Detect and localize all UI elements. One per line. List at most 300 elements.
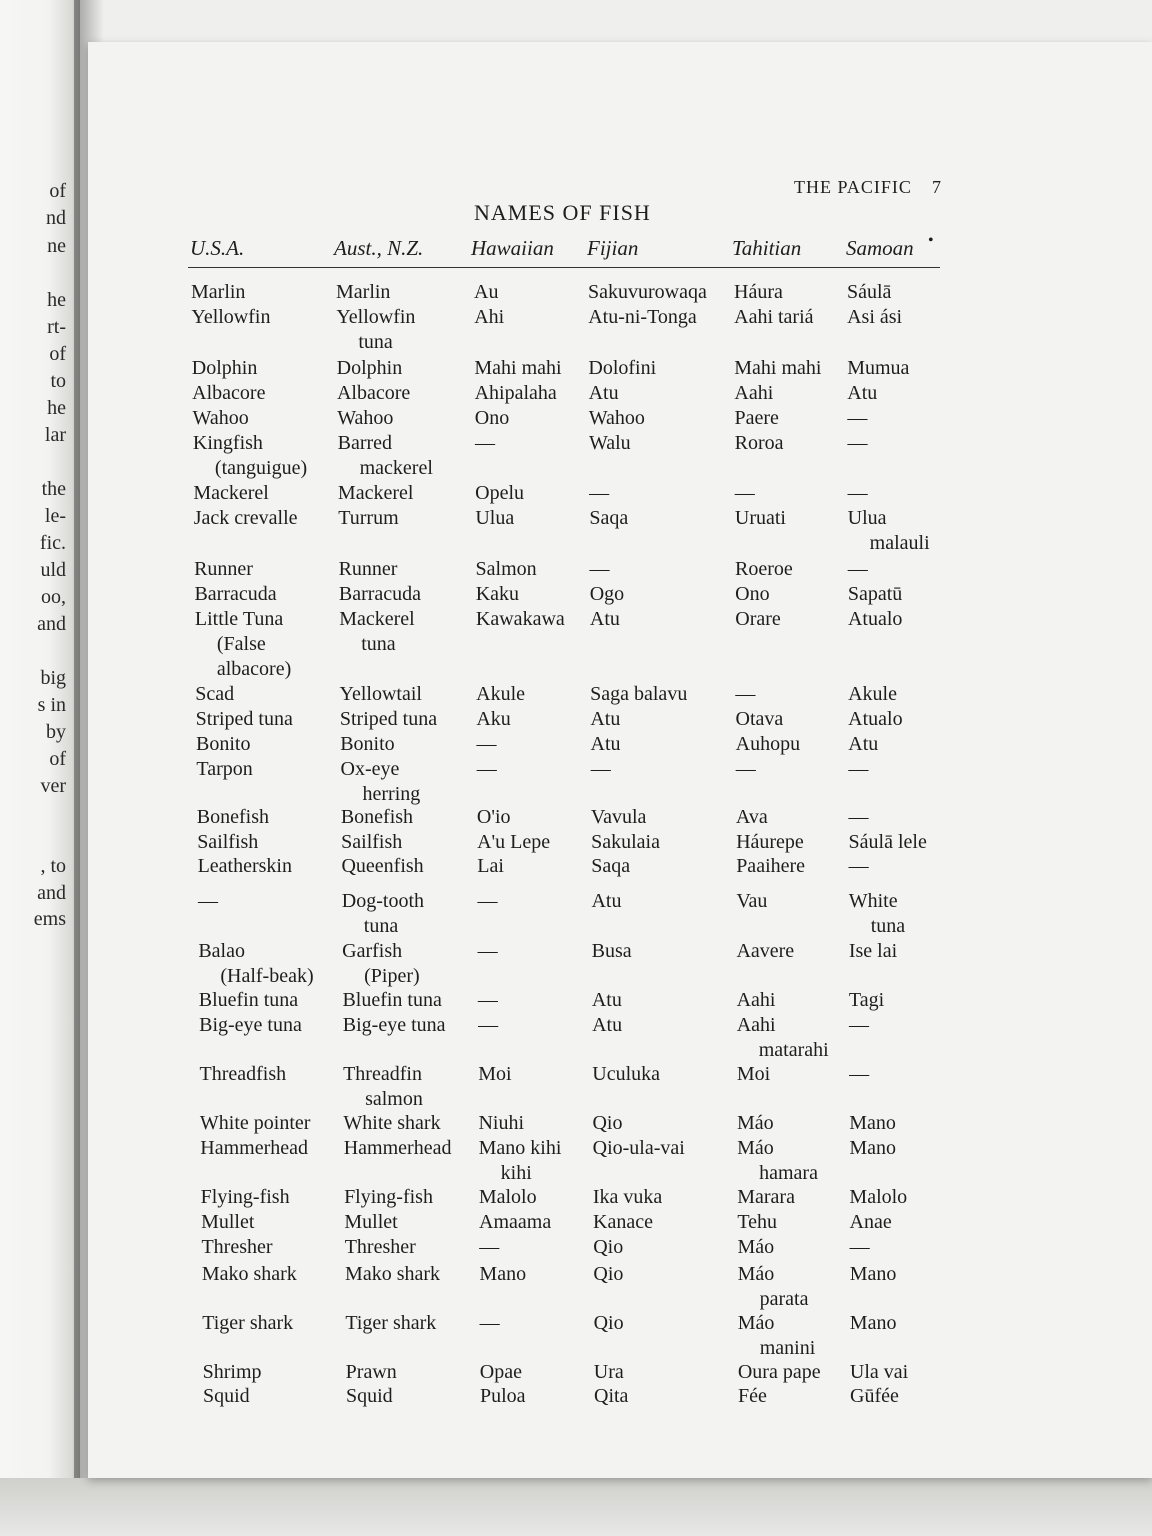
cell-text: — [474, 432, 495, 454]
cell-text-continuation: malauli [869, 532, 930, 554]
cell-text: Bluefin tuna [198, 989, 299, 1011]
cell-text: Saga balavu [590, 683, 688, 705]
cell-hawaiian [477, 805, 511, 830]
cell-samoan [848, 805, 868, 830]
cell-text: Atu [589, 608, 620, 630]
cell-usa [191, 280, 245, 305]
cell-text: Wahoo [192, 407, 249, 429]
cell-fijian [588, 280, 707, 305]
cell-hawaiian [478, 1111, 524, 1136]
cell-text: Leatherskin [197, 855, 292, 877]
cell-aust-nz [338, 481, 414, 506]
cell-text: Scad [195, 683, 235, 705]
cell-text: Opelu [475, 482, 525, 504]
cell-hawaiian [480, 1311, 500, 1336]
cell-text: Mano [479, 1263, 527, 1285]
cell-aust-nz [341, 854, 423, 879]
cell-text: Sapatū [847, 583, 903, 605]
cell-aust-nz [339, 607, 415, 657]
cell-samoan [848, 757, 868, 782]
cell-text: Tagi [848, 989, 885, 1011]
left-page-text-fragment: ems [33, 908, 66, 930]
cell-text: Squid [346, 1385, 393, 1407]
cell-usa [201, 1235, 272, 1260]
cell-text: Walu [588, 432, 631, 454]
cell-text: White shark [343, 1112, 441, 1134]
cell-fijian [589, 431, 631, 456]
cell-text: Squid [203, 1385, 250, 1407]
cell-text: Mano [849, 1112, 896, 1134]
cell-usa [201, 1185, 290, 1210]
cell-text: Jack crevalle [193, 507, 298, 529]
cell-text: Tiger shark [345, 1312, 437, 1334]
cell-tahitian [736, 889, 767, 914]
cell-samoan [849, 939, 897, 964]
cell-samoan [849, 1013, 869, 1038]
cell-text: Ulua [847, 507, 887, 529]
cell-text: Otava [735, 708, 784, 730]
cell-tahitian [736, 757, 756, 782]
cell-hawaiian [479, 1185, 537, 1210]
cell-tahitian [735, 406, 779, 431]
cell-usa [198, 854, 292, 879]
cell-text-continuation: (Piper) [364, 965, 420, 987]
cell-text: — [847, 407, 868, 429]
left-page-text-fragment: s in [37, 694, 66, 716]
cell-aust-nz [343, 1013, 446, 1038]
cell-text: Yellowfin [191, 306, 271, 328]
cell-samoan [847, 356, 909, 381]
cell-text: — [849, 1014, 870, 1036]
cell-hawaiian [474, 356, 561, 381]
cell-tahitian [737, 1185, 795, 1210]
cell-tahitian [735, 557, 793, 582]
cell-samoan [850, 1210, 892, 1235]
cell-usa [199, 1013, 302, 1038]
cell-fijian [594, 1360, 624, 1385]
cell-text: Marlin [191, 281, 246, 303]
cell-text: Ono [474, 407, 510, 429]
cell-text: Sáulā lele [848, 831, 927, 853]
cell-samoan [848, 481, 868, 506]
cell-text: Atu [590, 733, 621, 755]
cell-tahitian [735, 682, 755, 707]
cell-text: Orare [735, 608, 781, 630]
cell-usa [193, 431, 307, 481]
cell-text: Kanace [593, 1211, 653, 1233]
cell-text: Tehu [737, 1211, 778, 1233]
left-page-text-fragment: ne [47, 235, 66, 257]
cell-samoan [848, 582, 902, 607]
cell-text: Atu [591, 890, 622, 912]
left-page-edge [0, 0, 80, 1536]
cell-text: Mullet [344, 1211, 398, 1233]
cell-text: Ise lai [848, 940, 898, 962]
cell-hawaiian [475, 431, 495, 456]
cell-text: Kaku [475, 583, 520, 605]
cell-text: Atualo [847, 608, 903, 630]
cell-text: Bonefish [196, 806, 270, 828]
cell-hawaiian [476, 582, 519, 607]
cell-hawaiian [480, 1384, 526, 1409]
left-page-text-fragment: oo, [41, 586, 66, 608]
cell-tahitian [737, 1235, 774, 1260]
cell-text: Mackerel [193, 482, 269, 504]
cell-aust-nz [342, 988, 441, 1013]
running-head: THE PACIFIC [794, 177, 912, 197]
cell-text: Ahi [474, 306, 505, 328]
cell-hawaiian [478, 1062, 511, 1087]
cell-text: Aavere [736, 940, 795, 962]
cell-hawaiian [475, 481, 524, 506]
cell-text: Qita [594, 1385, 629, 1407]
cell-text: Ulua [475, 507, 515, 529]
cell-tahitian [736, 854, 805, 879]
cell-text: Barred [337, 432, 393, 454]
cell-hawaiian [475, 506, 514, 531]
cell-fijian [591, 889, 621, 914]
cell-aust-nz [345, 1262, 440, 1287]
cell-fijian [590, 707, 620, 732]
cell-tahitian [735, 607, 781, 632]
cell-text: Bluefin tuna [342, 989, 442, 1011]
cell-text: Sáulā [847, 281, 892, 303]
cell-text: Queenfish [341, 855, 424, 877]
cell-hawaiian [474, 305, 504, 330]
cell-samoan [848, 506, 930, 556]
header-mark: • [928, 232, 934, 249]
cell-text-continuation: herring [362, 783, 421, 805]
cell-aust-nz [345, 1311, 436, 1336]
cell-fijian [594, 1384, 628, 1409]
cell-samoan [847, 431, 867, 456]
cell-text: Qio [593, 1263, 624, 1285]
cell-fijian [591, 805, 647, 830]
cell-tahitian [738, 1360, 821, 1385]
cell-aust-nz [342, 889, 424, 939]
cell-aust-nz [337, 356, 403, 381]
cell-usa [199, 988, 298, 1013]
cell-text-continuation: (False [216, 633, 266, 655]
cell-text: Shrimp [202, 1361, 262, 1383]
cell-usa [203, 1360, 262, 1385]
cell-text: Moi [736, 1063, 771, 1085]
cell-text: Bonefish [340, 806, 414, 828]
cell-aust-nz [336, 305, 415, 355]
cell-text-continuation: tuna [363, 915, 399, 937]
cell-text: Mackerel [337, 482, 414, 504]
cell-samoan [850, 1311, 897, 1336]
cell-fijian [592, 988, 622, 1013]
cell-tahitian [737, 1136, 818, 1186]
cell-hawaiian [478, 939, 498, 964]
cell-text: Bonito [340, 733, 395, 755]
cell-aust-nz [346, 1384, 393, 1409]
cell-text: Ura [593, 1361, 624, 1383]
cell-aust-nz [346, 1360, 397, 1385]
cell-text: Opae [479, 1361, 522, 1383]
cell-text: Uruati [734, 507, 786, 529]
cell-text: — [848, 855, 869, 877]
cell-text-continuation: matarahi [758, 1039, 829, 1061]
left-page-text-fragment: lar [44, 424, 66, 446]
left-page-text-fragment: le- [44, 505, 66, 527]
cell-usa [196, 732, 250, 757]
cell-fijian [589, 506, 628, 531]
cell-text-continuation: tuna [870, 915, 906, 937]
cell-text: Auhopu [735, 733, 801, 755]
cell-text: Moi [478, 1063, 512, 1085]
cell-text: Paere [734, 407, 779, 429]
table-title: NAMES OF FISH [474, 200, 651, 225]
cell-text: Atu [590, 708, 621, 730]
cell-hawaiian [477, 854, 504, 879]
cell-usa [193, 481, 269, 506]
cell-fijian [590, 607, 620, 632]
cell-text: Lai [477, 855, 504, 877]
cell-text: — [734, 482, 755, 504]
cell-text: Flying-fish [344, 1186, 433, 1208]
cell-usa [192, 356, 258, 381]
cell-text: Yellowtail [339, 683, 422, 705]
cell-text: Salmon [475, 558, 537, 580]
cell-samoan [850, 1262, 897, 1287]
cell-text: Kingfish [192, 432, 263, 454]
cell-text: Anae [849, 1211, 892, 1233]
cell-text: Ogo [589, 583, 625, 605]
cell-text: Marlin [336, 281, 391, 303]
table-surface [0, 1478, 1152, 1536]
cell-hawaiian [477, 889, 497, 914]
cell-text: A'u Lepe [477, 831, 551, 853]
cell-tahitian [735, 481, 755, 506]
cell-tahitian [736, 939, 794, 964]
cell-usa [198, 939, 313, 989]
cell-text: Big-eye tuna [199, 1014, 302, 1036]
cell-text: Flying-fish [200, 1186, 290, 1208]
header-rule [188, 267, 940, 268]
cell-aust-nz [337, 406, 393, 431]
left-page-text-fragment: of [49, 343, 66, 365]
cell-text: Thresher [201, 1236, 273, 1258]
cell-fijian [593, 1210, 653, 1235]
cell-usa [202, 1311, 293, 1336]
cell-usa [193, 406, 249, 431]
cell-text: White [848, 890, 898, 912]
cell-text: Dog-tooth [341, 890, 425, 912]
cell-hawaiian [476, 557, 537, 582]
cell-text: Qio-ula-vai [592, 1137, 685, 1159]
cell-fijian [590, 557, 610, 582]
cell-text: Sakuvurowaqa [588, 281, 707, 303]
cell-text: — [476, 758, 497, 780]
cell-samoan [847, 381, 877, 406]
cell-fijian [591, 830, 660, 855]
header-usa: U.S.A. [190, 236, 245, 260]
cell-text: Tiger shark [202, 1312, 294, 1334]
cell-text: Malolo [849, 1186, 908, 1208]
cell-samoan [849, 854, 869, 879]
cell-usa [195, 607, 291, 682]
cell-text-continuation: kihi [500, 1162, 532, 1184]
cell-samoan [849, 1062, 869, 1087]
cell-samoan [849, 889, 905, 939]
cell-hawaiian [477, 757, 497, 782]
cell-samoan [848, 732, 878, 757]
cell-tahitian [734, 381, 773, 406]
left-page-text-fragment: of [49, 748, 66, 770]
cell-text: Mano [849, 1263, 897, 1285]
cell-text: Máo [737, 1312, 775, 1334]
cell-text: — [848, 806, 869, 828]
cell-text: — [847, 482, 868, 504]
cell-samoan [850, 1384, 899, 1409]
header-fijian: Fijian [587, 236, 639, 260]
cell-hawaiian [479, 1235, 499, 1260]
cell-text: Atu [848, 733, 879, 755]
cell-tahitian [737, 1013, 829, 1063]
cell-text: Dolphin [191, 357, 258, 379]
cell-text: Fée [738, 1385, 767, 1407]
cell-text: Striped tuna [195, 708, 293, 730]
cell-text-continuation: (Half-beak) [220, 965, 314, 987]
cell-text-continuation: hamara [759, 1162, 818, 1184]
cell-samoan [849, 1136, 896, 1161]
left-page-text-fragment: of [49, 180, 66, 202]
cell-text: Mumua [847, 357, 910, 379]
left-page-text-fragment: fic. [39, 532, 66, 554]
cell-text: Roroa [734, 432, 784, 454]
cell-text: Mano kihi [478, 1137, 562, 1159]
left-page-text-fragment: he [47, 289, 66, 311]
left-page-text-fragment: the [41, 478, 66, 500]
cell-text: Uculuka [592, 1063, 661, 1085]
cell-text: Saqa [591, 855, 631, 877]
cell-hawaiian [475, 381, 557, 406]
cell-text-continuation: manini [759, 1337, 816, 1359]
cell-text: Prawn [345, 1361, 397, 1383]
left-page-text-fragment: rt- [47, 316, 66, 338]
cell-text: Niuhi [478, 1112, 524, 1134]
cell-text: Ox-eye [340, 758, 400, 780]
cell-hawaiian [480, 1360, 522, 1385]
cell-text: Ika vuka [592, 1186, 663, 1208]
cell-fijian [591, 854, 630, 879]
cell-fijian [594, 1311, 624, 1336]
cell-text: Atu [588, 382, 619, 404]
left-page-text-fragment: and [37, 613, 66, 635]
cell-text: — [589, 482, 610, 504]
cell-aust-nz [343, 1111, 440, 1136]
cell-text: Dolofini [588, 357, 657, 379]
cell-usa [192, 381, 265, 406]
cell-tahitian [734, 280, 783, 305]
cell-fijian [589, 406, 645, 431]
cell-text: White pointer [199, 1112, 311, 1134]
left-page-text-fragment: big [40, 667, 66, 689]
cell-usa [200, 1111, 311, 1136]
cell-text: Mako shark [201, 1263, 297, 1285]
cell-text: Wahoo [588, 407, 645, 429]
cell-text: Puloa [480, 1385, 526, 1407]
cell-tahitian [734, 305, 813, 330]
cell-text: Asi ási [847, 306, 903, 328]
cell-text: Kawakawa [475, 608, 565, 630]
cell-tahitian [734, 356, 821, 381]
cell-fijian [590, 682, 687, 707]
header-tahitian: Tahitian [732, 236, 802, 260]
cell-text: — [735, 683, 756, 705]
left-page-text-fragment: uld [40, 559, 66, 581]
cell-usa [194, 506, 298, 531]
cell-aust-nz [340, 682, 422, 707]
cell-aust-nz [340, 732, 394, 757]
cell-text: — [589, 558, 610, 580]
cell-samoan [848, 557, 868, 582]
cell-tahitian [738, 1384, 767, 1409]
left-page-text-fragment: , to [40, 855, 66, 877]
cell-text: Mahi mahi [734, 357, 822, 379]
cell-fijian [592, 1111, 622, 1136]
header-aust-nz: Aust., N.Z. [334, 236, 424, 260]
cell-text: Atualo [848, 708, 903, 730]
cell-text: Striped tuna [339, 708, 438, 730]
cell-text: Gūfée [850, 1385, 899, 1407]
cell-usa [191, 305, 270, 330]
cell-usa [198, 889, 218, 914]
cell-text: Sailfish [197, 831, 259, 853]
cell-usa [195, 682, 234, 707]
cell-text: Turrum [338, 507, 399, 529]
cell-text: — [477, 890, 498, 912]
cell-aust-nz [344, 1210, 397, 1235]
cell-text: Marara [737, 1186, 795, 1208]
cell-text-continuation: tuna [358, 331, 393, 353]
cell-text: Roeroe [735, 558, 793, 580]
cell-samoan [849, 1185, 907, 1210]
cell-tahitian [737, 1111, 774, 1136]
cell-aust-nz [344, 1185, 433, 1210]
cell-text: Hammerhead [200, 1137, 309, 1159]
cell-hawaiian [479, 1136, 562, 1186]
cell-tahitian [735, 582, 769, 607]
cell-text: Akule [848, 683, 897, 705]
page-number: 7 [932, 177, 941, 197]
cell-text-continuation: parata [759, 1288, 809, 1310]
cell-fijian [592, 939, 632, 964]
cell-text: — [479, 1236, 500, 1258]
cell-text: Barracuda [338, 583, 422, 605]
cell-fijian [592, 1062, 660, 1087]
cell-text: O'io [476, 806, 511, 828]
cell-samoan [848, 682, 897, 707]
cell-hawaiian [477, 830, 550, 855]
cell-text-continuation: mackerel [359, 457, 433, 479]
cell-text: Busa [591, 940, 632, 962]
cell-samoan [848, 607, 902, 632]
cell-hawaiian [479, 1262, 526, 1287]
cell-aust-nz [336, 280, 390, 305]
cell-text-continuation: salmon [365, 1088, 423, 1110]
cell-text: Atu [592, 1014, 623, 1036]
cell-hawaiian [478, 988, 498, 1013]
cell-text: Máo [737, 1236, 775, 1258]
cell-text: Dolphin [336, 357, 403, 379]
cell-text: Mullet [201, 1211, 255, 1233]
cell-aust-nz [341, 830, 402, 855]
cell-aust-nz [342, 939, 420, 989]
cell-aust-nz [338, 506, 398, 531]
